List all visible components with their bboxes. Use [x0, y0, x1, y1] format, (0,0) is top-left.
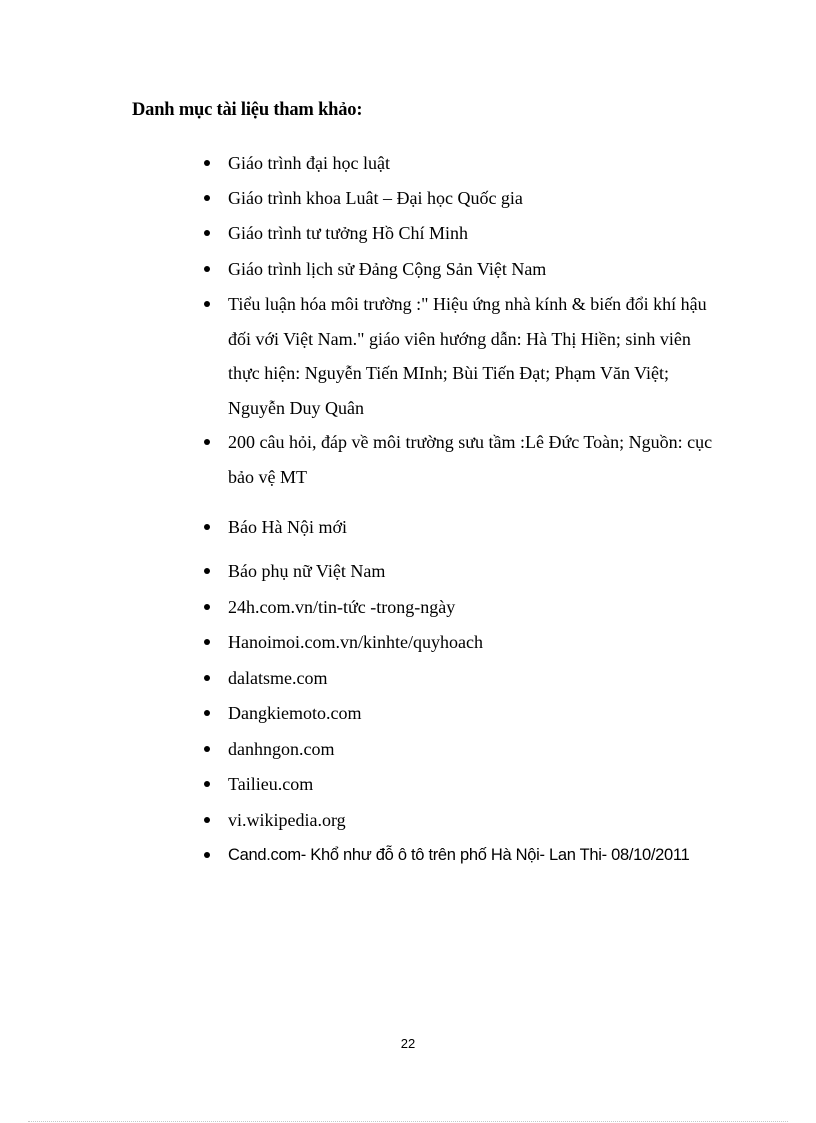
bullet-icon: [204, 746, 210, 752]
reference-text: 24h.com.vn/tin-tức -trong-ngày: [228, 597, 456, 617]
reference-text: 200 câu hỏi, đáp về môi trường sưu tầm :Lê Đức Toàn; Nguồn: cục bảo vệ MT: [228, 432, 713, 487]
bullet-icon: [204, 604, 210, 610]
bullet-icon: [204, 301, 210, 307]
reference-text: Giáo trình lịch sử Đảng Cộng Sản Việt Nam: [228, 259, 547, 279]
bullet-icon: [204, 524, 210, 530]
bullet-icon: [204, 781, 210, 787]
bullet-icon: [204, 230, 210, 236]
bullet-icon: [204, 852, 210, 858]
reference-text: Tiểu luận hóa môi trường :" Hiệu ứng nhà kính & biến đổi khí hậu đối với Việt Nam." giáo viên hướng dẫn: Hà Thị Hiền; sinh viên thực hiện: Nguyễn Tiến MInh; Bùi Tiến Đạt; Phạm Văn Việt; Nguyễn Duy Quân: [228, 294, 707, 418]
bullet-icon: [204, 675, 210, 681]
reference-text: Tailieu.com: [228, 774, 314, 794]
bullet-icon: [204, 639, 210, 645]
reference-text: Báo Hà Nội mới: [228, 517, 348, 537]
page-bottom-divider: [28, 1121, 788, 1122]
bullet-icon: [204, 710, 210, 716]
reference-text: danhngon.com: [228, 739, 335, 759]
references-heading: Danh mục tài liệu tham khảo:: [132, 100, 363, 120]
bullet-icon: [204, 439, 210, 445]
reference-text: Hanoimoi.com.vn/kinhte/quyhoach: [228, 632, 483, 652]
reference-text: Báo phụ nữ Việt Nam: [228, 561, 386, 581]
bullet-icon: [204, 160, 210, 166]
reference-text: Giáo trình đại học luật: [228, 153, 390, 173]
bullet-icon: [204, 266, 210, 272]
reference-text: Giáo trình khoa Luât – Đại học Quốc gia: [228, 188, 523, 208]
bullet-icon: [204, 195, 210, 201]
reference-text: Cand.com- Khổ như đỗ ô tô trên phố Hà Nội- Lan Thi- 08/10/2011: [228, 846, 690, 864]
reference-text: dalatsme.com: [228, 668, 328, 688]
bullet-icon: [204, 568, 210, 574]
reference-text: vi.wikipedia.org: [228, 810, 346, 830]
page-number: 22: [400, 1036, 416, 1051]
bullet-icon: [204, 817, 210, 823]
reference-text: Giáo trình tư tưởng Hồ Chí Minh: [228, 223, 469, 243]
reference-text: Dangkiemoto.com: [228, 703, 362, 723]
